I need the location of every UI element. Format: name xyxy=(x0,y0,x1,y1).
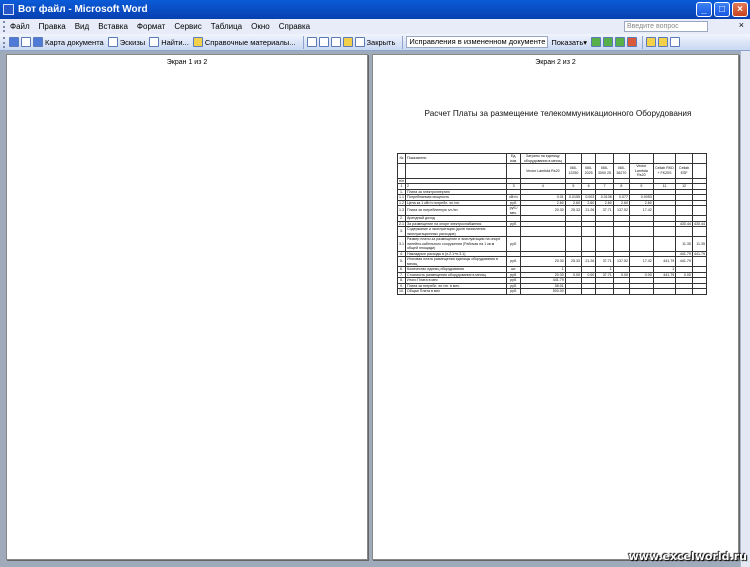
close-preview-button[interactable] xyxy=(355,37,396,47)
table-cell: За размещение на опоре электроснабжения xyxy=(406,221,507,227)
close-button[interactable]: × xyxy=(732,2,748,17)
table-cell: 1. xyxy=(398,189,406,195)
table-cell: 430.44 xyxy=(694,221,705,226)
table-cell xyxy=(582,237,596,252)
table-cell: 37.71 xyxy=(596,206,613,216)
table-cell xyxy=(582,289,596,295)
table-cell xyxy=(692,289,706,295)
table-row xyxy=(398,289,707,295)
table-cell xyxy=(613,289,629,295)
table-cell: 0.00 xyxy=(630,272,654,278)
table-cell: 065-36270 xyxy=(613,164,629,179)
ask-question-input[interactable]: Введите вопрос xyxy=(624,21,708,32)
table-cell: 2.60 xyxy=(565,200,581,206)
table-cell xyxy=(676,227,693,237)
find-button[interactable] xyxy=(149,37,189,47)
table-cell: 11 xyxy=(653,184,676,190)
table-cell xyxy=(653,154,676,164)
table-cell: 5. xyxy=(398,257,406,267)
menu-format[interactable]: Формат xyxy=(136,22,166,31)
table-cell: 2.60 xyxy=(582,200,596,206)
highlight-icon[interactable] xyxy=(658,37,668,47)
toolbar-separator xyxy=(642,36,643,49)
table-cell: Ед. изм. xyxy=(507,154,521,164)
find-label: Найти... xyxy=(161,37,189,47)
table-cell xyxy=(630,237,654,252)
table-cell: 137.52 xyxy=(613,257,629,267)
table-cell: 8. xyxy=(398,278,406,284)
menu-bar xyxy=(0,19,750,34)
table-row xyxy=(398,164,707,179)
table-cell: Cellab ESF xyxy=(676,164,693,179)
table-cell xyxy=(406,164,507,179)
zoom-out-icon[interactable] xyxy=(319,37,329,47)
table-cell: Размер платы за размещение и эксплуатацию на опоре линейно-кабельного сооружения (Рабочая на 1 кв.м общей площади) xyxy=(406,237,507,252)
table-cell: 11.35 xyxy=(692,237,706,252)
table-cell: 1 xyxy=(520,267,565,273)
table-cell xyxy=(630,289,654,295)
table-cell: 37.71 xyxy=(596,272,613,278)
menu-help[interactable]: Справка xyxy=(278,22,311,31)
minimize-button[interactable]: _ xyxy=(696,2,712,17)
table-cell: руб. xyxy=(507,257,521,267)
close-document-icon[interactable]: × xyxy=(738,20,744,30)
find-icon xyxy=(149,37,159,47)
reviewing-pane-icon[interactable] xyxy=(670,37,680,47)
table-cell xyxy=(653,206,676,216)
document-title: Расчет Платы за размещение телекоммуникационного Оборудования xyxy=(424,109,692,118)
table-cell: 2.60 xyxy=(630,200,654,206)
table-cell: Плата за потребл. эл./эн. в мес. xyxy=(406,283,507,289)
table-cell: 3.1 xyxy=(398,237,406,252)
watermark: www.excelworld.ru xyxy=(628,550,747,563)
table-cell: 1 xyxy=(653,267,676,273)
table-cell: Затраты на единицу оборудования в месяц xyxy=(520,154,565,164)
window-title: Вот файл - Microsoft Word xyxy=(18,4,148,15)
thumbnails-button[interactable] xyxy=(108,37,145,47)
table-cell xyxy=(596,227,613,237)
table-cell: Vector Lambda Rs20 xyxy=(520,164,565,179)
reject-change-icon[interactable] xyxy=(627,37,637,47)
menu-table[interactable]: Таблица xyxy=(210,22,243,31)
table-cell xyxy=(676,154,693,164)
table-cell: Итого Плата в мес xyxy=(406,278,507,284)
table-cell xyxy=(565,154,581,164)
table-cell xyxy=(676,289,693,295)
table-cell: 441.79 xyxy=(676,257,693,267)
table-cell xyxy=(613,227,629,237)
menu-window[interactable]: Окно xyxy=(251,22,270,31)
table-cell: Цена за 1 кВт/ч потребл. эл./эн. xyxy=(406,200,507,206)
menu-edit[interactable]: Правка xyxy=(38,22,66,31)
table-cell: 21.26 xyxy=(582,206,596,216)
table-cell: 0.00 xyxy=(565,272,581,278)
table-cell xyxy=(676,206,693,216)
table-cell: Общая Плата в мес xyxy=(406,289,507,295)
table-cell: 7. xyxy=(398,272,406,278)
table-cell xyxy=(692,164,706,179)
research-label: Справочные материалы... xyxy=(204,37,296,47)
table-cell: Накладные расходы в (п.2.1+п.3.1) xyxy=(406,251,507,257)
track-changes-mode-select[interactable]: Исправления в измененном документе xyxy=(406,36,548,48)
table-cell: 0.0106 xyxy=(596,195,613,201)
previous-change-icon[interactable] xyxy=(591,37,601,47)
zoom-in-icon[interactable] xyxy=(307,37,317,47)
table-cell xyxy=(613,237,629,252)
toolbar-separator xyxy=(402,36,403,49)
table-cell: Плата за электроэнергию xyxy=(406,189,507,195)
research-button[interactable] xyxy=(193,37,296,47)
table-cell: Потребляемая мощность xyxy=(406,195,507,201)
table-cell xyxy=(520,237,565,252)
table-cell: руб. xyxy=(507,221,521,227)
table-cell: 3. xyxy=(398,227,406,237)
table-cell xyxy=(692,206,706,216)
table-cell: 0.0155 xyxy=(565,195,581,201)
table-cell: 25.33 xyxy=(565,206,581,216)
cost-table xyxy=(397,153,707,295)
table-cell xyxy=(596,289,613,295)
close-preview-icon xyxy=(355,37,365,47)
table-row xyxy=(398,237,707,252)
table-cell: руб. xyxy=(507,278,521,284)
show-markup-label: Показать xyxy=(551,37,584,47)
accept-change-icon[interactable] xyxy=(615,37,625,47)
table-cell: № xyxy=(398,154,406,164)
table-cell xyxy=(398,164,406,179)
table-cell: Vector Lambda Rs20 xyxy=(630,164,654,179)
table-cell: 20.30 xyxy=(520,257,565,267)
table-cell: 0.003 xyxy=(582,195,596,201)
table-cell: Плата за потребленную эл./эн. xyxy=(406,206,507,216)
toolbar-separator xyxy=(303,36,304,49)
table-cell: 4. xyxy=(398,251,406,257)
table-cell xyxy=(630,227,654,237)
table-cell: 500.00 xyxy=(520,289,565,295)
table-cell: 137.52 xyxy=(613,206,629,216)
table-cell: 0.077 xyxy=(613,195,629,201)
table-cell: п/п xyxy=(399,178,404,183)
table-cell xyxy=(507,164,521,179)
table-cell: 17.42 xyxy=(630,206,654,216)
table-cell: 065-2025 xyxy=(582,164,596,179)
table-cell: 6 xyxy=(582,184,596,190)
thumbnails-icon xyxy=(108,37,118,47)
menu-view[interactable]: Вид xyxy=(74,22,90,31)
table-cell: 20.30 xyxy=(520,206,565,216)
doc-map-icon xyxy=(33,37,43,47)
table-cell: 10. xyxy=(399,289,404,293)
table-cell: руб. xyxy=(507,289,521,295)
table-cell: 2.60 xyxy=(596,200,613,206)
table-cell xyxy=(692,227,706,237)
table-cell: 0.00 xyxy=(613,272,629,278)
table-cell xyxy=(565,289,581,295)
table-cell: Арендный доход xyxy=(406,216,507,222)
table-cell: 1 xyxy=(398,184,406,190)
page-2-header: Экран 2 из 2 xyxy=(535,59,576,66)
next-change-icon[interactable] xyxy=(603,37,613,47)
table-cell xyxy=(613,154,629,164)
table-cell: 2.60 xyxy=(613,200,629,206)
close-preview-label: Закрыть xyxy=(366,37,396,47)
table-cell: 6. xyxy=(398,267,406,273)
table-cell: 3 xyxy=(507,184,521,190)
table-cell: 9. xyxy=(398,283,406,289)
menu-insert[interactable]: Вставка xyxy=(98,22,128,31)
one-page-icon[interactable] xyxy=(331,37,341,47)
table-cell: 0.01 xyxy=(520,195,565,201)
table-cell xyxy=(692,257,706,267)
table-cell xyxy=(596,237,613,252)
table-cell: 20.30 xyxy=(520,272,565,278)
insert-comment-icon[interactable] xyxy=(646,37,656,47)
table-cell: 58.01 xyxy=(520,283,565,289)
table-cell: 441.79 xyxy=(694,251,705,256)
show-markup-button[interactable]: Показать ▾ xyxy=(551,37,588,47)
table-cell: 37.71 xyxy=(596,257,613,267)
table-cell xyxy=(565,227,581,237)
table-cell xyxy=(565,237,581,252)
table-cell: 9 xyxy=(630,184,654,190)
page-1-header: Экран 1 из 2 xyxy=(166,59,208,66)
table-cell: 8 xyxy=(613,184,629,190)
table-cell: 2 xyxy=(406,184,507,190)
page-2 xyxy=(372,54,739,560)
table-cell: 4 xyxy=(520,184,565,190)
word-icon xyxy=(3,4,14,15)
table-cell: 11.35 xyxy=(676,237,693,252)
table-cell xyxy=(630,154,654,164)
table-cell: 441.79 xyxy=(653,272,676,278)
table-cell: 2. xyxy=(398,216,406,222)
table-cell: Показатели xyxy=(406,154,507,164)
table-cell: 2.1 xyxy=(399,221,404,226)
table-cell: 1 xyxy=(596,267,613,273)
table-cell xyxy=(507,227,521,237)
maximize-button[interactable]: □ xyxy=(714,2,730,17)
table-cell: 25.33 xyxy=(565,257,581,267)
table-cell: руб. xyxy=(507,237,521,252)
toolbar-grip xyxy=(3,37,6,48)
page-1 xyxy=(6,54,368,560)
doc-map-button[interactable] xyxy=(33,37,104,47)
menu-file[interactable]: Файл xyxy=(10,22,30,31)
table-cell: 1.1 xyxy=(399,195,404,199)
table-cell xyxy=(653,227,676,237)
table-cell: 065-3000 25 xyxy=(596,164,613,179)
table-row xyxy=(398,154,707,164)
title-bar xyxy=(0,0,750,19)
table-cell: 7 xyxy=(596,184,613,190)
table-cell: руб. xyxy=(507,272,521,278)
print-icon[interactable] xyxy=(21,37,31,47)
menu-tools[interactable]: Сервис xyxy=(174,22,202,31)
table-cell: Cellab RKD + FK20S xyxy=(653,164,676,179)
table-cell: 0.0053 xyxy=(630,195,654,201)
table-cell xyxy=(653,289,676,295)
table-cell: Стоимость размещения оборудования в месяц xyxy=(406,272,507,278)
table-row xyxy=(398,257,707,267)
table-cell: 0.00 xyxy=(582,272,596,278)
table-cell: руб. xyxy=(507,200,521,206)
thumbnails-label: Эскизы xyxy=(119,37,146,47)
table-cell: 21.26 xyxy=(582,257,596,267)
two-pages-icon[interactable] xyxy=(343,37,353,47)
table-cell: шт. xyxy=(507,267,521,273)
save-icon[interactable] xyxy=(9,37,19,47)
table-row xyxy=(398,227,707,237)
table-cell xyxy=(520,227,565,237)
vertical-scrollbar[interactable] xyxy=(740,51,750,567)
table-cell: 12 xyxy=(676,184,693,190)
table-row xyxy=(398,206,707,216)
table-cell xyxy=(692,154,706,164)
table-cell: Содержание и эксплуатация (доля начисления эксплуатационных расходов) xyxy=(406,227,507,237)
table-cell: 5 xyxy=(565,184,581,190)
table-cell: 430.44 xyxy=(676,221,693,227)
table-cell: 17.42 xyxy=(630,257,654,267)
table-cell: 441.79 xyxy=(676,251,693,257)
table-cell xyxy=(582,227,596,237)
toolbar-grip xyxy=(3,21,6,32)
table-cell xyxy=(653,237,676,252)
table-cell: Итоговая плата размещения единицы оборудования в месяц xyxy=(406,257,507,267)
table-cell xyxy=(582,154,596,164)
table-cell: 441.79 xyxy=(520,278,565,284)
table-cell: 1.3 xyxy=(398,206,406,216)
table-cell xyxy=(596,154,613,164)
table-cell: 0.00 xyxy=(676,272,693,278)
table-cell: 1.2 xyxy=(399,200,404,205)
print-preview-toolbar xyxy=(0,34,750,51)
table-cell: 441.79 xyxy=(653,257,676,267)
table-cell: 2.60 xyxy=(520,200,565,206)
table-cell: руб. xyxy=(507,283,521,289)
table-cell: кВт/ч xyxy=(507,195,521,201)
research-icon xyxy=(193,37,203,47)
table-cell: руб./мес. xyxy=(507,206,521,216)
table-cell: 065-12250 xyxy=(565,164,581,179)
table-cell: Количество единиц оборудования xyxy=(406,267,507,273)
doc-map-label: Карта документа xyxy=(45,37,104,47)
